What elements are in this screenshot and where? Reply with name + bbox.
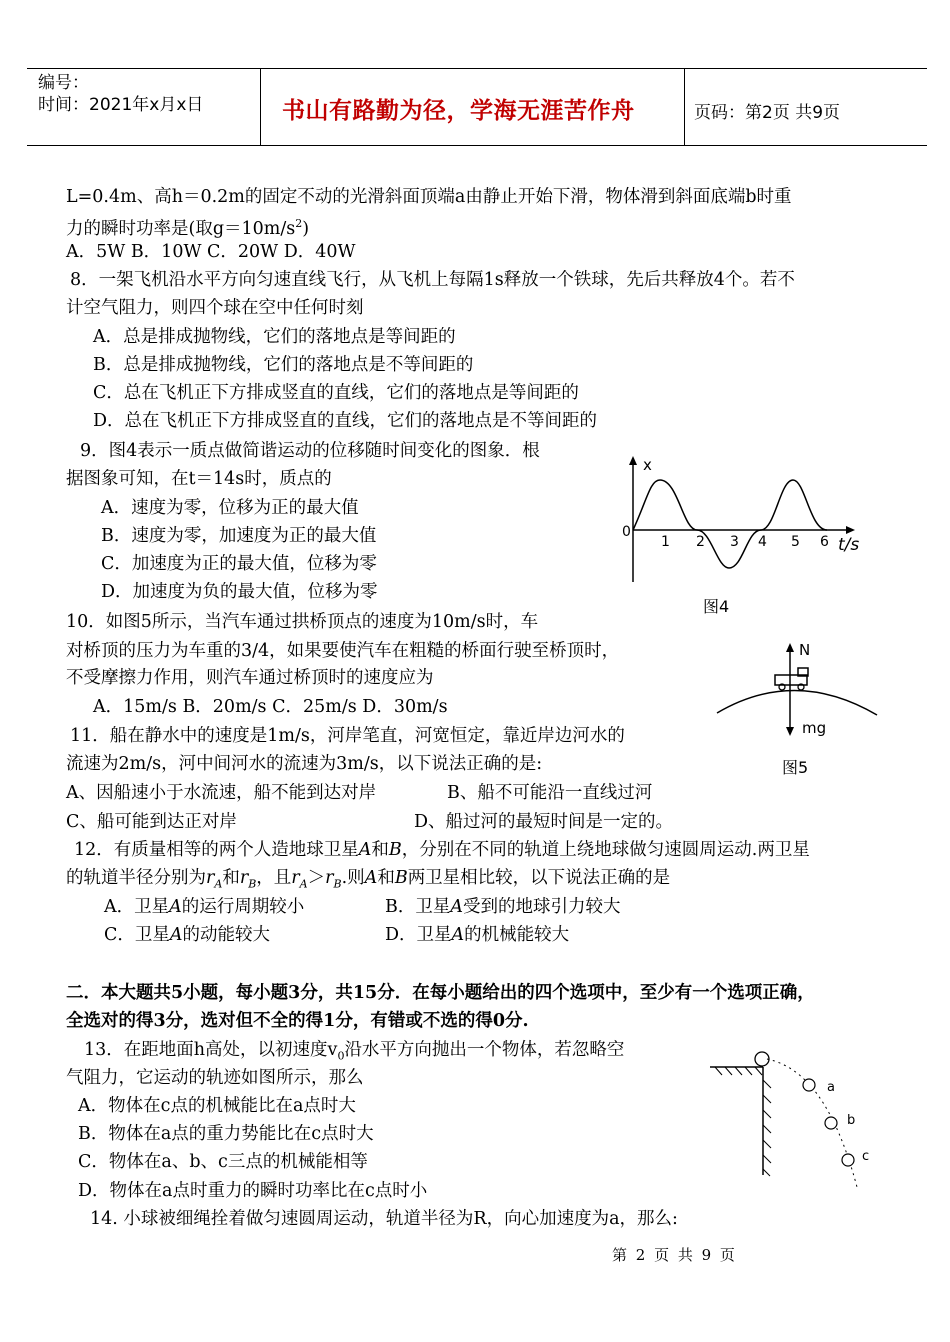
q12-option-b: B．卫星A受到的地球引力较大 [385, 897, 621, 917]
q11-stem2: 流速为2m/s，河中间河水的流速为3m/s，以下说法正确的是: [66, 754, 543, 774]
q7-options: A．5W B．10W C．20W D．40W [66, 242, 356, 262]
fig13-trajectory [767, 1059, 857, 1187]
fig4-y-arrow [629, 456, 637, 465]
figure-5-car-bridge [715, 635, 890, 785]
q8-option-b: B．总是排成抛物线，它们的落地点是不等间距的 [93, 355, 474, 375]
fig4-tick-1: 1 [661, 534, 670, 550]
q11-option-a: A、因船速小于水流速，船不能到达对岸 [66, 783, 377, 803]
fig13-label-c: c [862, 1149, 870, 1164]
q12-option-a: A．卫星A的运行周期较小 [104, 897, 305, 917]
header-divider-left [260, 69, 261, 145]
fig4-y-label: x [643, 456, 652, 474]
fig13-ball-a [803, 1079, 815, 1091]
serial-label: 编号： [38, 73, 89, 93]
time-label: 时间：2021年x月x日 [38, 95, 204, 115]
section2-line2: 全选对的得3分，选对但不全的得1分，有错或不选的得0分. [66, 1011, 529, 1031]
fig13-ball-start [755, 1052, 769, 1066]
header-divider-right [684, 69, 685, 145]
figure-13-projectile [705, 1045, 880, 1195]
header-motto: 书山有路勤为径，学海无涯苦作舟 [282, 98, 635, 124]
q7-line2: 力的瞬时功率是(取$g=10m/s^2$) [66, 217, 310, 239]
q11-stem1: 11．船在静水中的速度是1m/s，河岸笔直，河宽恒定，靠近岸边河水的 [70, 726, 625, 746]
figure-4-shm-graph [615, 450, 880, 620]
q14-stem: 14. 小球被细绳拴着做匀速圆周运动，轨道半径为R，向心加速度为a，那么: [90, 1209, 678, 1229]
q13-option-c: C．物体在a、b、c三点的机械能相等 [78, 1152, 368, 1172]
fig4-tick-3: 3 [730, 534, 739, 550]
q8-stem2: 计空气阻力，则四个球在空中任何时刻 [66, 298, 364, 318]
fig4-tick-4: 4 [758, 534, 767, 550]
q8-option-d: D．总在飞机正下方排成竖直的直线，它们的落地点是不等间距的 [93, 411, 598, 431]
fig4-origin: 0 [622, 524, 631, 540]
q9-option-b: B．速度为零，加速度为正的最大值 [101, 526, 377, 546]
q8-option-c: C．总在飞机正下方排成竖直的直线，它们的落地点是等间距的 [93, 383, 579, 403]
header-info [38, 72, 203, 116]
q11-option-b: B、船不可能沿一直线过河 [447, 783, 653, 803]
section2-line1: 二．本大题共5小题，每小题3分，共15分．在每小题给出的四个选项中，至少有一个选项正确， [66, 983, 815, 1003]
fig13-ball-c [842, 1154, 854, 1166]
fig5-gravity-arrowhead [786, 727, 794, 736]
q12-option-d: D．卫星A的机械能较大 [385, 925, 570, 945]
fig5-bridge-arc [717, 690, 877, 715]
q12-option-c: C．卫星A的动能较大 [104, 925, 271, 945]
header-page-label: 页码：第2页 共9页 [694, 103, 841, 123]
fig5-normal-arrowhead [786, 643, 794, 652]
fig4-tick-5: 5 [791, 534, 800, 550]
fig5-up-label: N [799, 641, 811, 659]
page-footer: 第 2 页 共 9 页 [612, 1246, 737, 1264]
fig4-x-arrow [846, 526, 855, 534]
q12-stem2: 的轨道半径分别为$r_A$和$r_B$，且$r_A>r_B$.则A和B两卫星相比较，以下说法正确的是 [66, 868, 671, 891]
q13-option-d: D．物体在a点时重力的瞬时功率比在c点时小 [78, 1181, 428, 1201]
q13-stem1: 13．在距地面h高处，以初速度$v_0$沿水平方向抛出一个物体，若忽略空 [84, 1040, 625, 1063]
q9-option-a: A．速度为零，位移为正的最大值 [101, 498, 359, 518]
fig4-tick-2: 2 [696, 534, 705, 550]
fig4-x-label: t/s [838, 535, 860, 555]
header-bottom-rule [27, 145, 927, 146]
q13-stem2: 气阻力，它运动的轨迹如图所示，那么 [66, 1068, 364, 1088]
fig4-sine-curve [633, 480, 827, 568]
q12-stem1: 12．有质量相等的两个人造地球卫星A和B，分别在不同的轨道上绕地球做匀速圆周运动.两卫星 [74, 840, 810, 860]
fig4-caption: 图4 [703, 597, 730, 616]
q10-stem1: 10．如图5所示，当汽车通过拱桥顶点的速度为10m/s时，车 [66, 612, 539, 632]
q9-option-d: D．加速度为负的最大值，位移为零 [101, 582, 378, 602]
header-top-rule [27, 68, 927, 69]
q8-stem1: 8．一架飞机沿水平方向匀速直线飞行，从飞机上每隔1s释放一个铁球，先后共释放4个。若不 [70, 270, 795, 290]
fig13-label-a: a [827, 1080, 835, 1095]
q8-option-a: A．总是排成抛物线，它们的落地点是等间距的 [93, 327, 456, 347]
q9-stem1: 9．图4表示一质点做简谐运动的位移随时间变化的图象．根 [80, 441, 540, 461]
q10-stem2: 对桥顶的压力为车重的3/4，如果要使汽车在粗糙的桥面行驶至桥顶时， [66, 641, 620, 661]
q9-stem2: 据图象可知，在t＝14s时，质点的 [66, 469, 332, 489]
q13-option-a: A．物体在c点的机械能比在a点时大 [78, 1096, 356, 1116]
q13-option-b: B．物体在a点的重力势能比在c点时大 [78, 1124, 374, 1144]
q7-line1: L=0.4m、高h＝0.2m的固定不动的光滑斜面顶端a由静止开始下滑，物体滑到斜面底端b时重 [66, 187, 792, 207]
fig13-label-b: b [847, 1113, 856, 1128]
fig4-tick-6: 6 [820, 534, 829, 550]
q9-option-c: C．加速度为正的最大值，位移为零 [101, 554, 377, 574]
q10-options: A．15m/s B．20m/s C．25m/s D．30m/s [93, 697, 448, 717]
q10-stem3: 不受摩擦力作用，则汽车通过桥顶时的速度应为 [66, 668, 434, 688]
fig13-ball-b [825, 1117, 837, 1129]
q11-option-d: D、船过河的最短时间是一定的。 [414, 812, 674, 832]
fig5-caption: 图5 [782, 758, 809, 777]
q11-option-c: C、船可能到达正对岸 [66, 812, 237, 832]
fig5-down-label: mg [802, 719, 827, 737]
